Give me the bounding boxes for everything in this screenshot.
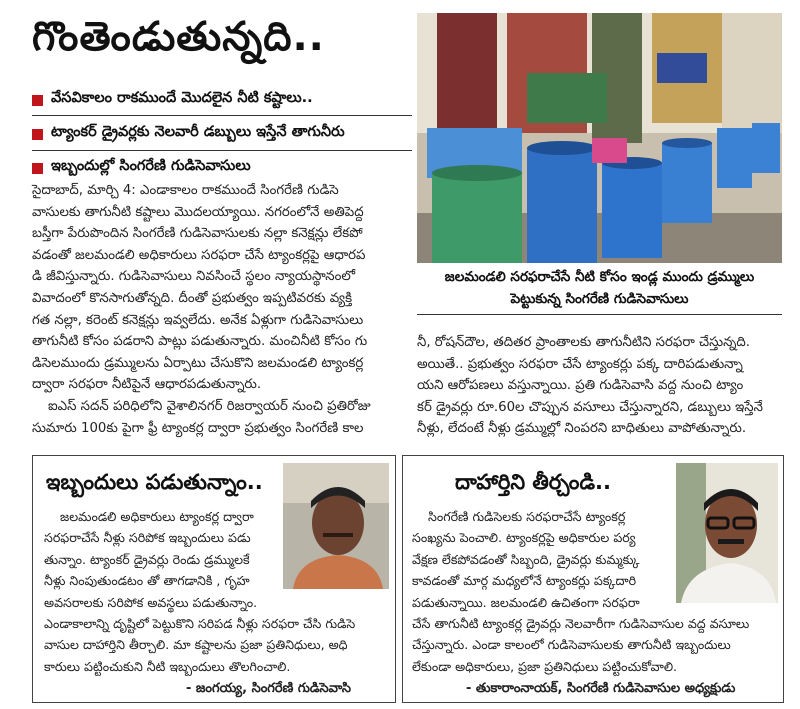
article-line: కర్ డ్రైవర్లు రూ.60ల చొప్పున వసూలు చేస్తున్నారని, డబ్బులు ఇస్తేనే <box>417 399 763 415</box>
quote-line: నీళ్లు నింపుతుండటం తో తాగడానికి , గృహ <box>44 573 250 589</box>
quote-line: కారులు పట్టించుకుని నీటి ఇబ్బందులు తొలగించాలి. <box>44 658 291 674</box>
article-line: సైదాబాద్, మార్చి 4: ఎండాకాలం రాకముందే సింగరేణి గుడిసె <box>32 183 339 198</box>
article-line: గత నల్లా, కరెంట్ కనెక్షన్లు ఇవ్వలేదు. అనేక ఏళ్లుగా గుడిసెవాసులు <box>32 312 364 328</box>
quote-right-signature: - తుకారాంనాయక్, సింగరేణి గుడిసెవాసుల అధ్యక్షుడు <box>466 681 736 696</box>
caption-line: జలమండలి సరఫరాచేసే నీటి కోసం ఇండ్ల ముందు డ్రమ్ములు <box>444 269 755 285</box>
article-line: తాగునీటి కోసం పడరాని పాట్లు పడుతున్నారు. మంచినీటి కోసం గు <box>32 334 368 350</box>
article-line: ఐఎస్ సదన్ పరిధిలోని వైశాలినగర్ రిజర్వాయర్ నుంచి ప్రతిరోజు <box>48 398 371 414</box>
article-line: అయితే.. ప్రభుత్వం సరఫరా చేసే ట్యాంకర్లు పక్క దారిపడుతున్నా <box>417 356 743 372</box>
article-line: యని ఆరోపణలు వస్తున్నాయి. ప్రతి గుడిసెవాసి వద్ద నుంచి ట్యాం <box>417 378 744 394</box>
quote-line: సింగరేణి గుడిసెలకు సరఫరాచేసే ట్యాంకర్ల <box>428 509 626 524</box>
article-line: నీళ్లు, లేదంటే నీళ్లు డ్రమ్ముల్లో నింపరని బాధితులు వాపోతున్నారు. <box>417 421 747 437</box>
subhead-text: ఇబ్బందుల్లో సింగరేణి గుడిసెవాసులు <box>51 158 251 174</box>
quote-left-body-narrow <box>44 506 280 613</box>
quote-right-body-wide <box>412 613 774 677</box>
bullet-icon <box>32 95 43 106</box>
quote-left-heading: ఇబ్బందులు పడుతున్నాం.. <box>46 470 263 494</box>
quote-left-body-wide <box>44 613 386 677</box>
quote-line: అవసరాలకు సరిపోక అవస్థలు పడుతున్నాం. <box>44 594 258 610</box>
quote-line: తున్నాం. ట్యాంకర్ డ్రైవర్లు రెండు డ్రమ్ములకే <box>44 551 250 567</box>
quote-line: సంఖ్యను పెంచాలి. ట్యాంకర్లపై అధికారుల పర్య <box>412 530 636 546</box>
quote-line: చేస్తున్నారు. ఎండా కాలంలో గుడిసెవాసులకు తాగునీటి ఇబ్బందులు <box>412 637 731 653</box>
portrait-illustration <box>676 463 778 603</box>
quote-line: లేకుండా అధికారులు, ప్రజా ప్రతినిధులు పట్టించుకోవాలి. <box>412 658 678 674</box>
article-line: వడంతో జలమండలి అధికారులు సరఫరా చేసే ట్యాంకర్లపై ఆధారప <box>32 247 366 263</box>
subhead-text: ట్యాంకర్ డ్రైవర్లకు నెలవారీ డబ్బులు ఇస్తేనే తాగునీరు <box>51 124 345 140</box>
article-line: వాసులకు తాగునీటి కష్టాలు మొదలయ్యాయి. నగరంలోనే అతిపెద్ద <box>32 204 364 220</box>
quote-line: పడుతున్నాయి. జలమండలి ఉచితంగా సరఫరా <box>412 594 640 610</box>
article-line: డిసెలముందు డ్రమ్ములను ఏర్పాటు చేసుకొని జలమండలి ట్యాంకర్ల <box>32 355 364 371</box>
subhead-1 <box>32 90 313 110</box>
caption-line: పెట్టుకున్న సింగరేణి గుడిసెవాసులు <box>510 291 689 307</box>
tukaram-naik-portrait <box>676 463 778 603</box>
subhead-3 <box>32 158 251 178</box>
divider <box>32 150 412 151</box>
article-body-col2 <box>417 332 782 440</box>
drums-photo <box>417 13 782 263</box>
quote-left-signature: - జంగయ్య, సింగరేణి గుడిసెవాసి <box>186 681 352 696</box>
article-line: ద్వారా సరఫరా నీటిపైనే ఆధారపడుతున్నారు. <box>32 377 262 393</box>
quote-line: వేక్షణ లేకపోవడంతో సిబ్బంది, డ్రైవర్లు కుమ్మక్కు <box>412 551 640 567</box>
subhead-text: వేసవికాలం రాకముందే మొదలైన నీటి కష్టాలు.. <box>51 90 313 106</box>
article-line: బస్తీగా పేరుపొందిన సింగరేణి గుడిసెవాసులకు నల్లా కనెక్షన్లు లేకపో <box>32 226 363 242</box>
article-line: సుమారు 100కు పైగా ఫ్రీ ట్యాంకర్ల ద్వారా ప్రభుత్వం సింగరేణి కాల <box>32 420 364 436</box>
bullet-icon <box>32 129 43 140</box>
photo-caption <box>417 266 782 310</box>
quote-line: కావడంతో మార్గ మధ్యలోనే ట్యాంకర్లు పక్కదారి <box>412 573 637 589</box>
article-line: వివాదంలో కొనసాగుతోన్నది. దీంతో ప్రభుత్వం ఇప్పటివరకు వ్యక్తి <box>32 290 353 306</box>
quote-line: జలమండలి అధికారులు ట్యాంకర్ల ద్వారా <box>60 509 254 524</box>
article-body-col1 <box>32 180 412 439</box>
quote-line: చేసే తాగునీటి ట్యాంకర్ల డ్రైవర్లు నెలవారీగా గుడిసెవాసుల వద్ద వసూలు <box>412 616 750 631</box>
quote-line: వాసుల దాహార్తిని తీర్చాలి. మా కష్టాలను ప్రజా ప్రతినిధులు, అధి <box>44 637 348 653</box>
headline: గొంతెండుతున్నది.. <box>32 14 325 60</box>
article-line: నీ, రోషన్‌దౌల, తదితర ప్రాంతాలకు తాగునీటిని సరఫరా చేస్తున్నది. <box>417 335 750 350</box>
portrait-illustration <box>283 463 389 589</box>
divider <box>417 314 782 315</box>
quote-line: సరఫరాచేసే నీళ్లు సరిపోక ఇబ్బందులు పడు <box>44 530 251 546</box>
divider <box>32 115 412 116</box>
subhead-2 <box>32 124 345 144</box>
article-line: డి జీవిస్తున్నారు. గుడిసెవాసులు నివసించే స్థలం న్యాయస్థానంలో <box>32 269 356 285</box>
quote-line: ఎండాకాలాన్ని దృష్టిలో పెట్టుకొని సరిపడ నీళ్లు సరఫరా చేసి గుడిసె <box>44 616 356 631</box>
quote-right-body-narrow <box>412 506 672 613</box>
drums-photo-illustration <box>417 13 782 263</box>
bullet-icon <box>32 163 43 174</box>
jangaiah-portrait <box>283 463 389 589</box>
quote-right-heading: దాహార్తిని తీర్చండి.. <box>455 470 611 494</box>
